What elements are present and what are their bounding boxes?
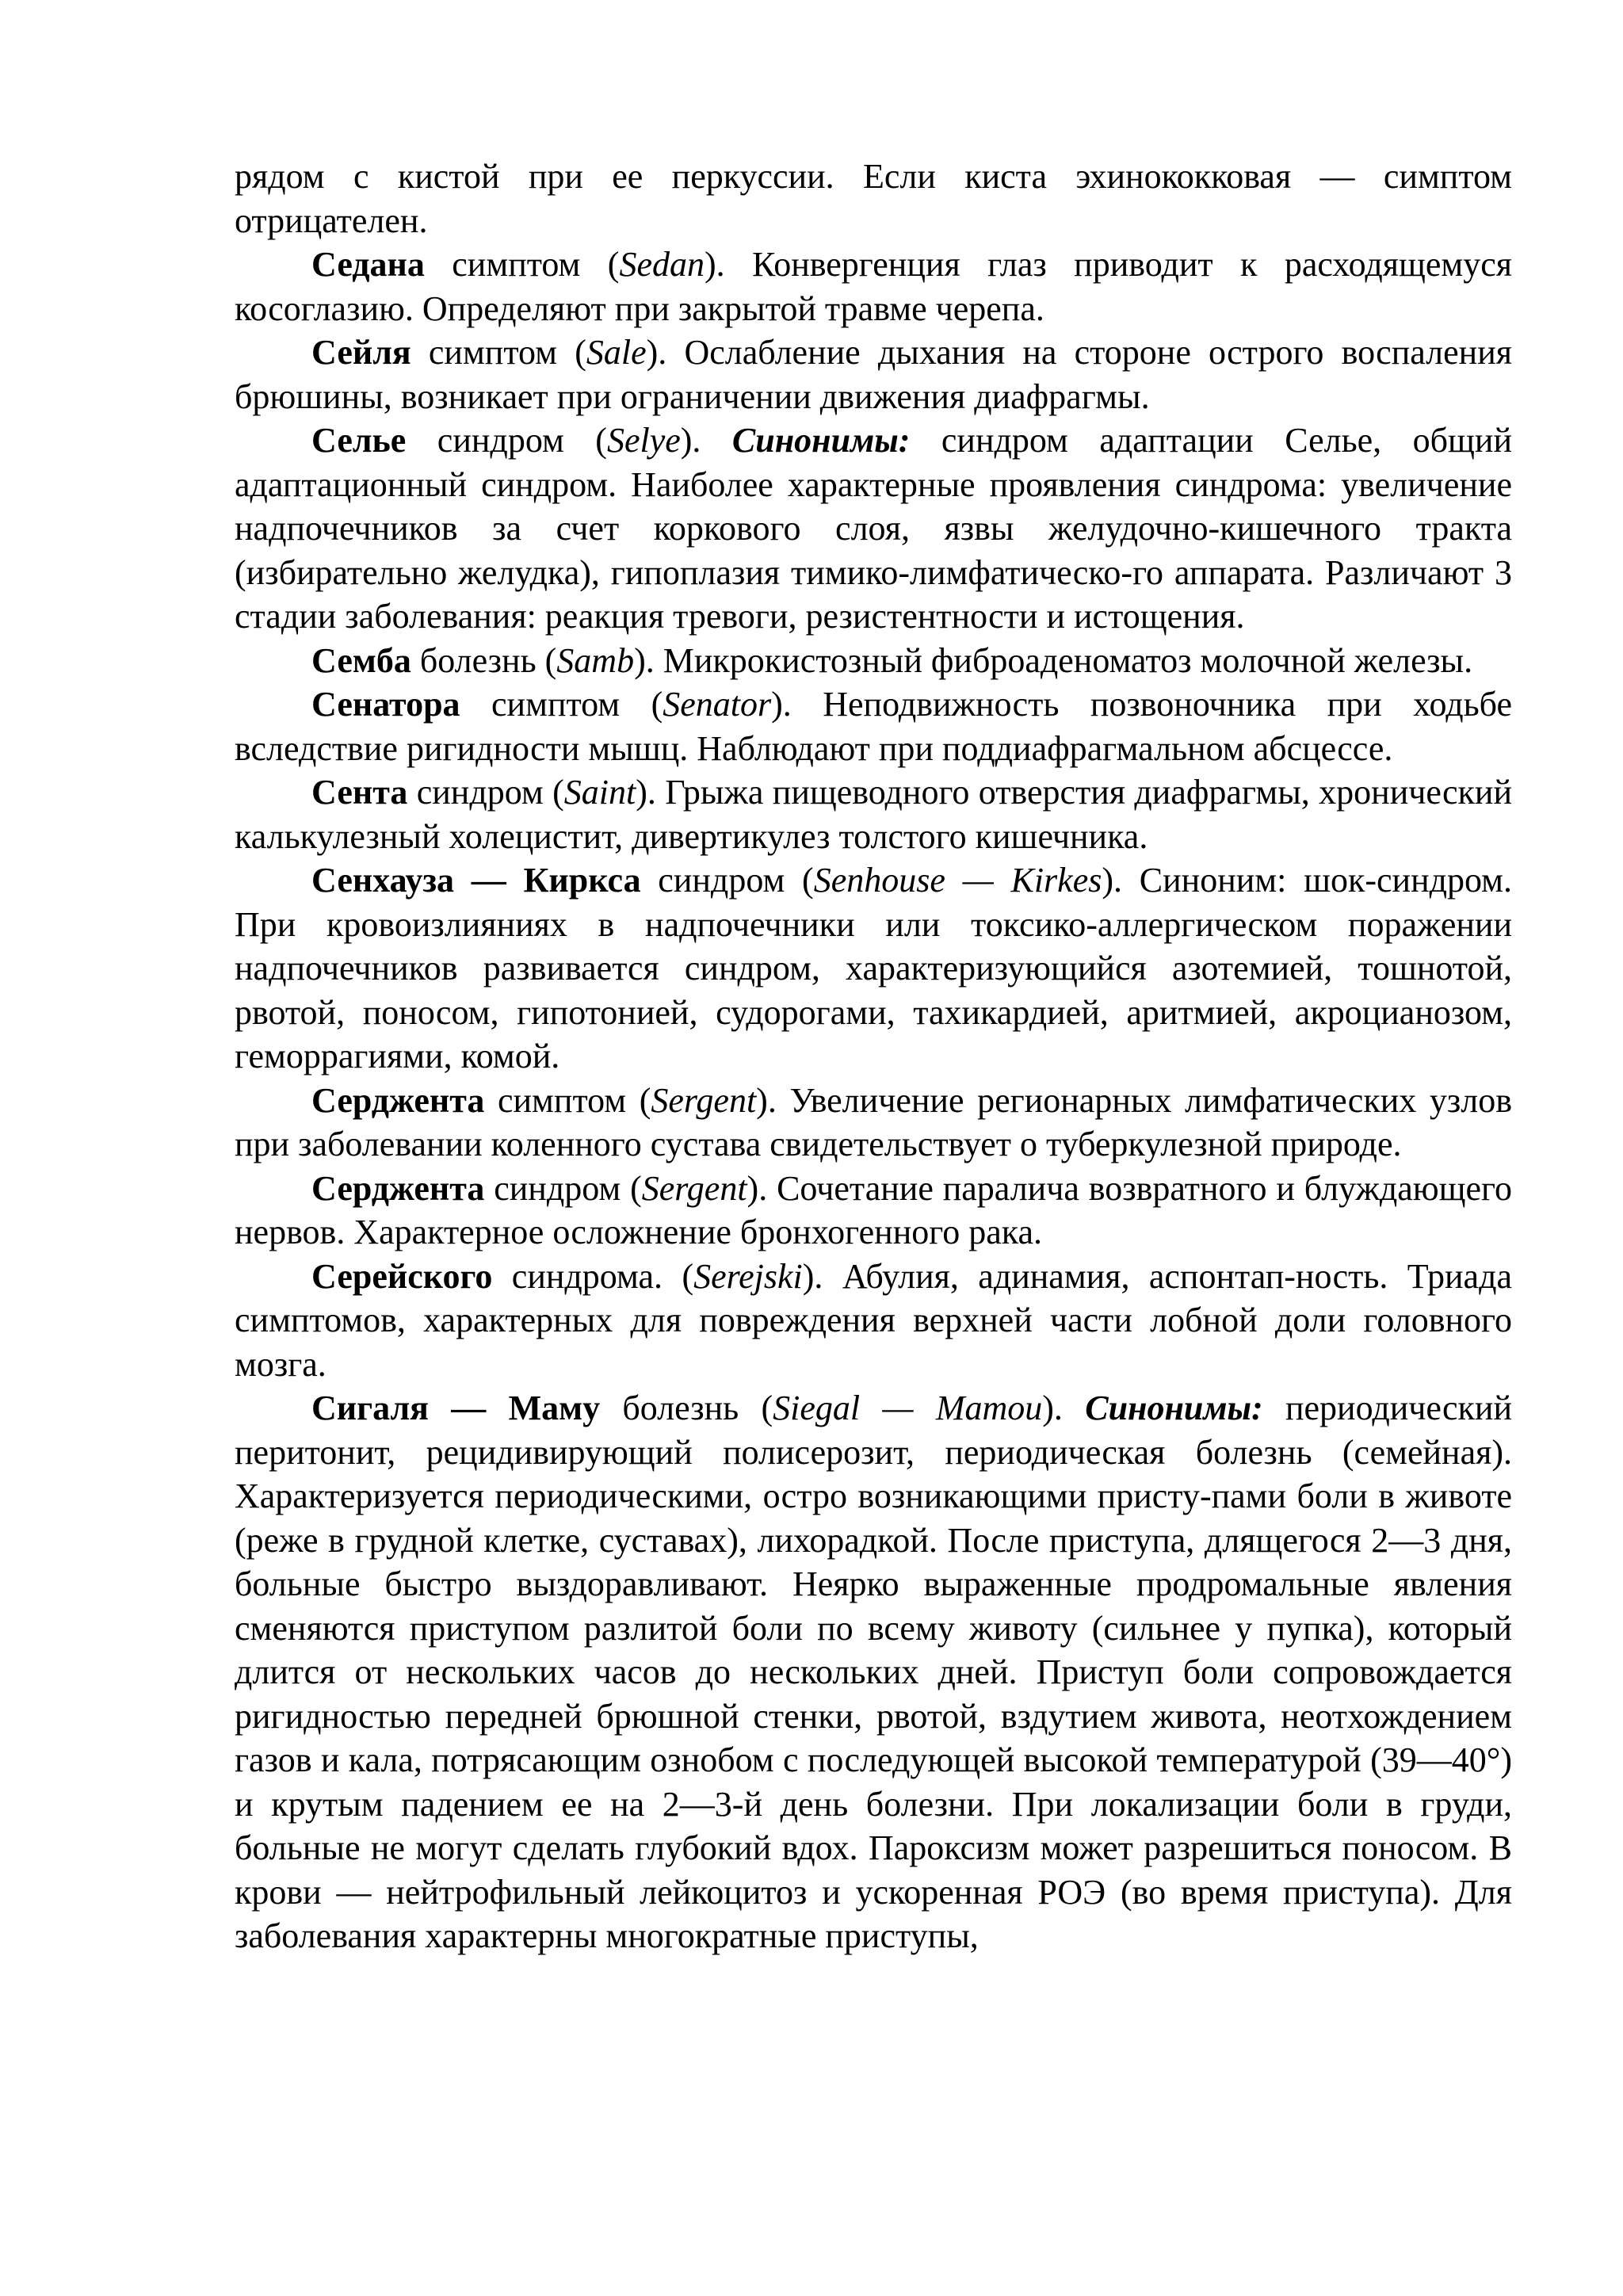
entry-punct: ). bbox=[680, 421, 732, 460]
entry-saint bbox=[235, 770, 1512, 858]
entry-description: ). Неподвижность позвоночника при ходьбе вследствие ригидности мышц. Наблюдают при поддиафрагмальном абсцессе. bbox=[235, 685, 1512, 768]
entry-kind: синдром ( bbox=[406, 421, 607, 460]
entry-description: ). Синоним: шок-синдром. При кровоизлияниях в надпочечники или токсико-аллергическом поражении надпочечников развивается синдром, характеризующийся азотемией, тошнотой, рвотой, поносом, гипотонией, судорогами, тахикардией, аритмией, акроцианозом, геморрагиями, комой. bbox=[235, 861, 1513, 1075]
entry-serejski bbox=[235, 1255, 1512, 1387]
entry-kind: симптом ( bbox=[411, 333, 586, 372]
entry-latin-name: Serejski bbox=[693, 1256, 803, 1296]
entry-description: ). Микрокистозный фиброаденоматоз молочной железы. bbox=[634, 640, 1473, 680]
entry-latin-name: Senhouse — Kirkes bbox=[813, 861, 1102, 900]
entry-latin-name: Samb bbox=[556, 640, 635, 680]
entry-term: Селье bbox=[311, 421, 407, 460]
entry-latin-name: Sergent bbox=[651, 1080, 757, 1120]
entry-sergent-symptom bbox=[235, 1079, 1512, 1167]
entry-siegal-mamou bbox=[235, 1386, 1512, 1958]
entry-kind: синдрома. ( bbox=[492, 1256, 694, 1296]
entry-selye bbox=[235, 418, 1512, 639]
entry-term: Сенхауза — Киркса bbox=[311, 861, 641, 900]
entry-senator bbox=[235, 682, 1512, 770]
entry-latin-name: Sale bbox=[586, 333, 647, 372]
entry-term: Седана bbox=[311, 245, 425, 284]
entry-term: Сенатора bbox=[311, 685, 460, 724]
synonyms-label: Синонимы: bbox=[1085, 1389, 1263, 1427]
entry-term: Серджента bbox=[311, 1080, 485, 1120]
entry-latin-name: Sergent bbox=[641, 1168, 747, 1208]
entry-latin-name: Siegal — Mamou bbox=[773, 1389, 1043, 1427]
entry-term: Серджента bbox=[311, 1168, 485, 1208]
entry-kind: синдром ( bbox=[640, 861, 814, 900]
entry-punct: ). bbox=[1042, 1389, 1086, 1427]
entry-term: Серейского bbox=[311, 1256, 493, 1296]
paragraph-continuation bbox=[235, 155, 1512, 243]
paragraph-text: рядом с кистой при ее перкуссии. Если киста эхинококковая — симптом отрицателен. bbox=[235, 157, 1512, 240]
entry-latin-name: Sedan bbox=[619, 245, 705, 284]
entry-kind: болезнь ( bbox=[411, 640, 557, 680]
entry-kind: болезнь ( bbox=[600, 1389, 773, 1427]
entry-latin-name: Selye bbox=[606, 421, 681, 460]
entry-kind: симптом ( bbox=[424, 245, 620, 284]
entry-description: ). Сочетание паралича возвратного и блуждающего нервов. Характерное осложнение бронхогенного рака. bbox=[235, 1168, 1512, 1251]
entry-description: периодический перитонит, рецидивирующий полисерозит, периодическая болезнь (семейная). Характеризуется периодическими, остро возникающими присту-пами боли в животе (реже в грудной клетке, суставах), лихорадкой. После приступа, длящегося 2—3 дня, больные быстро выздоравливают. Неярко выраженные продромальные явления сменяются приступом разлитой боли по всему животу (сильнее у пупка), который длится от нескольких часов до нескольких дней. Приступ боли сопровождается ригидностью передней брюшной стенки, рвотой, вздутием живота, неотхождением газов и кала, потрясающим ознобом с последующей высокой температурой (39—40°) и крутым падением ее на 2—3-й день болезни. При локализации боли в груди, больные не могут сделать глубокий вдох. Пароксизм может разрешиться поносом. В крови — нейтрофильный лейкоцитоз и ускоренная РОЭ (во время приступа). Для заболевания характерны многократные приступы, bbox=[235, 1389, 1513, 1955]
entry-term: Семба bbox=[311, 640, 411, 680]
entry-kind: симптом ( bbox=[460, 685, 663, 724]
entry-term: Сейля bbox=[311, 333, 411, 372]
entry-kind: синдром ( bbox=[407, 773, 564, 812]
entry-kind: симптом ( bbox=[484, 1080, 651, 1120]
entry-latin-name: Saint bbox=[563, 773, 636, 812]
entry-latin-name: Senator bbox=[663, 685, 772, 724]
entry-term: Сента bbox=[311, 773, 408, 812]
entry-description: синдром адаптации Селье, общий адаптационный синдром. Наиболее характерные проявления синдрома: увеличение надпочечников за счет коркового слоя, язвы желудочно-кишечного тракта (избирательно желудка), гипоплазия тимико-лимфатическо-го аппарата. Различают 3 стадии заболевания: реакция тревоги, резистентности и истощения. bbox=[235, 421, 1513, 636]
entry-description: ). Увеличение регионарных лимфатических узлов при заболевании коленного сустава свидетельствует о туберкулезной природе. bbox=[235, 1080, 1512, 1163]
entry-description: ). Абулия, адинамия, аспонтап-ность. Триада симптомов, характерных для повреждения верхней части лобной доли головного мозга. bbox=[235, 1256, 1512, 1384]
entry-senhouse-kirkes bbox=[235, 858, 1512, 1079]
entry-description: ). Ослабление дыхания на стороне острого воспаления брюшины, возникает при ограничении движения диафрагмы. bbox=[235, 333, 1512, 416]
entry-samb bbox=[235, 639, 1512, 683]
entry-kind: синдром ( bbox=[484, 1168, 642, 1208]
entry-sedan bbox=[235, 243, 1512, 330]
entry-term: Сигаля — Маму bbox=[311, 1389, 601, 1427]
document-page bbox=[235, 155, 1512, 1958]
entry-sergent-syndrome bbox=[235, 1167, 1512, 1255]
entry-sale bbox=[235, 330, 1512, 418]
synonyms-label: Синонимы: bbox=[731, 421, 911, 460]
entry-description: ). Грыжа пищеводного отверстия диафрагмы, хронический калькулезный холецистит, дивертикулез толстого кишечника. bbox=[235, 773, 1512, 856]
entry-description: ). Конвергенция глаз приводит к расходящемуся косоглазию. Определяют при закрытой травме черепа. bbox=[235, 245, 1512, 328]
